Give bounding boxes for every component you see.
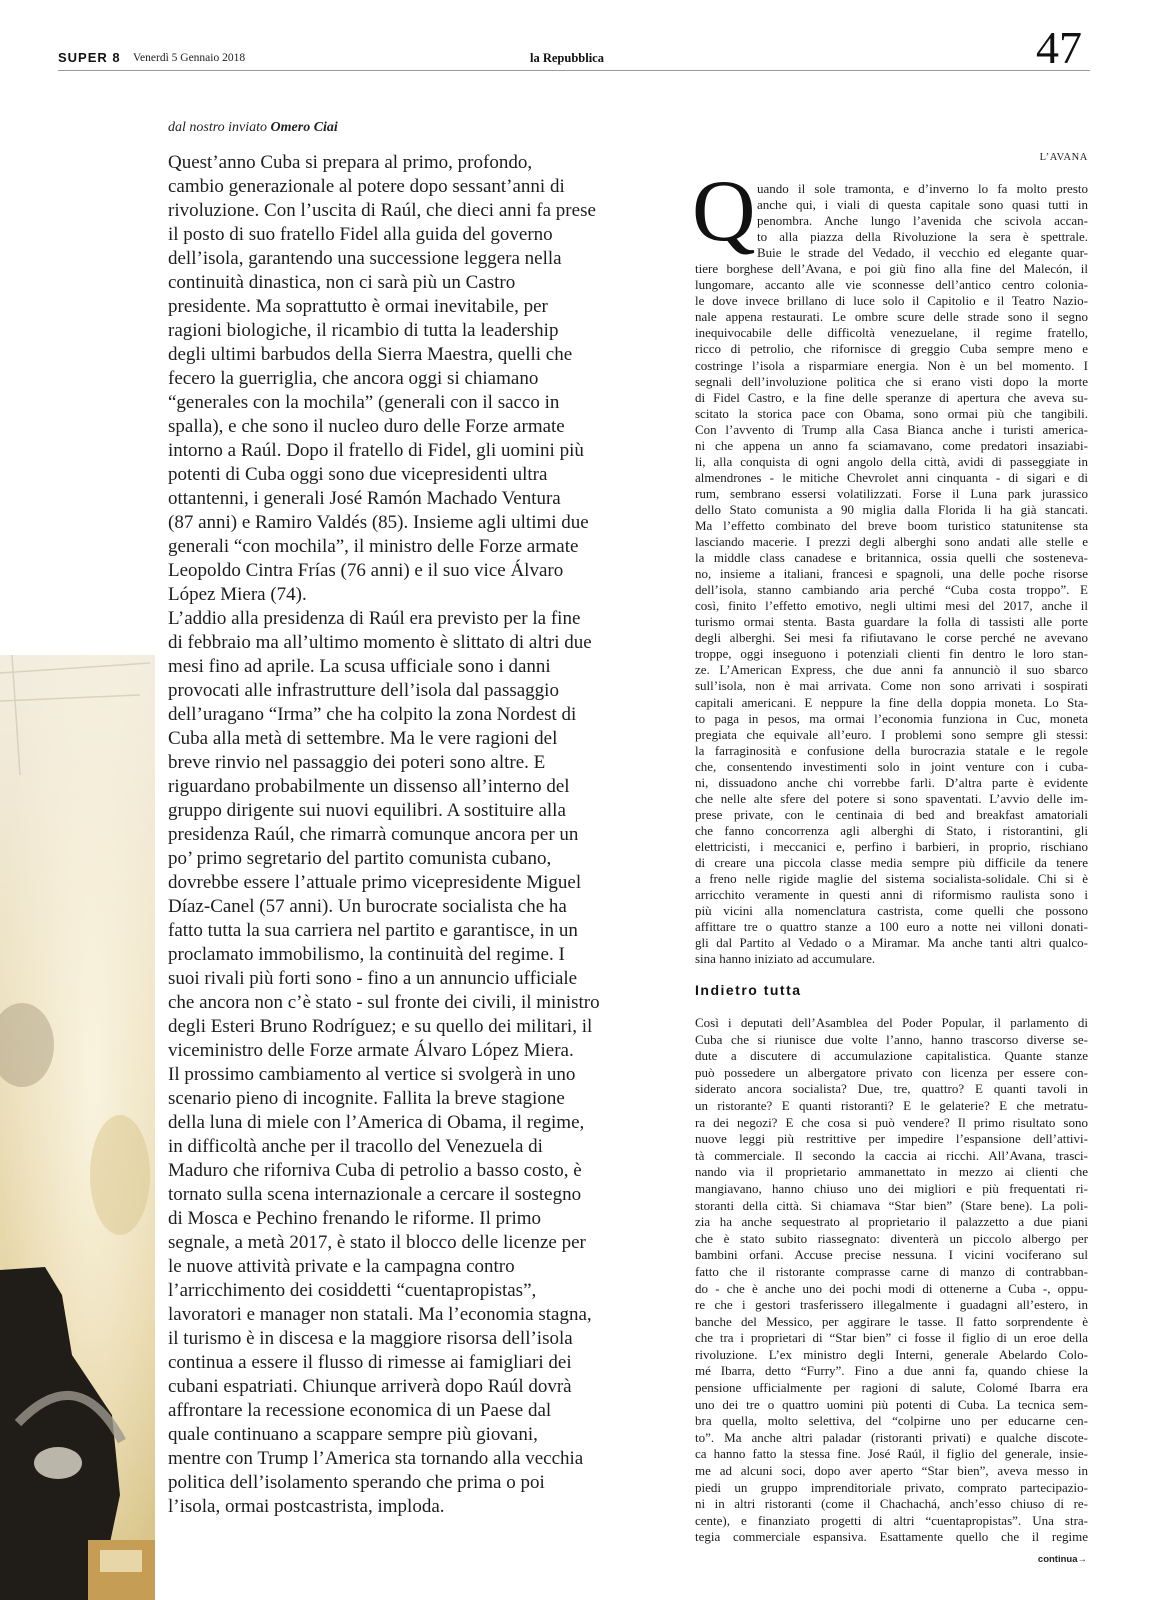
sidebar-line: nando via il proprietario ammanettato in mezzo ai clienti che bbox=[695, 1164, 1088, 1180]
continue-label: continua→ bbox=[1037, 1554, 1087, 1565]
sidebar-line: bambini orfani. Accuse precise nessuna. I vicini vociferano sul bbox=[695, 1247, 1088, 1263]
article-line: lavoratori e manager non statali. Ma l’economia stagna, bbox=[168, 1304, 592, 1325]
article-line: rivoluzione. Con l’uscita di Raúl, che dieci anni fa prese bbox=[168, 200, 596, 221]
article-line: dovrebbe essere l’attuale primo vicepresidente Miguel bbox=[168, 872, 582, 893]
sidebar-line: che fanno concorrenza agli alberghi di Stato, i ristorantini, gli bbox=[695, 822, 1088, 838]
sidebar-line: Buie le strade del Vedado, il vecchio ed elegante quar- bbox=[757, 245, 1088, 261]
article-line: gruppo dirigente sui nuovi equilibri. A sostituire alla bbox=[168, 800, 566, 821]
sidebar-line: dell’isola, stanno cambiando aria perché “Cuba costa troppo”. E bbox=[695, 582, 1088, 598]
article-line: dell’isola, garantendo una successione leggera nella bbox=[168, 248, 562, 269]
sidebar-line: ra dei negozi? E che cosa si può vendere? Il primo risultato sono bbox=[695, 1114, 1088, 1130]
sidebar-line: ca hanno fatto la stessa fine. José Raúl, il figlio del generale, insie- bbox=[695, 1446, 1088, 1462]
dateline: L’AVANA bbox=[1039, 152, 1088, 163]
sidebar-section-1 bbox=[695, 181, 1088, 967]
sidebar-line: ni, dissuadono anche chi vorrebbe farli. D’altra parte è evidente bbox=[695, 774, 1088, 790]
article-line: degli ultimi barbudos della Sierra Maestra, quelli che bbox=[168, 344, 573, 365]
sidebar-line: degli alberghi. Sei mesi fa rifiutavano le corse perché ne avevano bbox=[695, 630, 1088, 646]
article-line: che ancora non c’è stato - sul fronte dei civili, il ministro bbox=[168, 992, 600, 1013]
sidebar-line: più vicini alla nomenclatura castrista, come quelli che possono bbox=[695, 903, 1088, 919]
sidebar-line: dute a discutere di accumulazione capitalistica. Quante stanze bbox=[695, 1048, 1088, 1064]
sidebar-line: di creare una piccola classe media sempre più difficile da tenere bbox=[695, 854, 1088, 870]
sidebar-line: che nelle alte sfere del potere si sono spaventati. L’avvio delle im- bbox=[695, 790, 1088, 806]
sidebar-line: la middle class canadese e britannica, ossia quelli che sosteneva- bbox=[695, 550, 1088, 566]
sidebar-line: lasciando macerie. I prezzi degli alberghi sono andati alle stelle e bbox=[695, 534, 1088, 550]
sidebar-line: Così i deputati dell’Asamblea del Poder Popular, il parlamento di bbox=[695, 1015, 1088, 1030]
sidebar-line: uando il sole tramonta, e d’inverno lo fa molto presto bbox=[757, 181, 1088, 196]
sidebar-line: turismo ormai stenta. Basta guardare la folla di tassisti alle porte bbox=[695, 614, 1088, 630]
sidebar-line: bra quella, molto selettiva, del “colpirne uno per educarne cen- bbox=[695, 1413, 1088, 1429]
sidebar-line: to”. Ma anche altri paladar (ristoranti privati) e qualche discote- bbox=[695, 1429, 1088, 1445]
drop-cap: Q bbox=[692, 163, 756, 260]
sidebar-line: cente), e finanziato progetti di altri “cuentapropistas”. Una stra- bbox=[695, 1512, 1088, 1528]
article-line: l’isola, ormai postcastrista, imploda. bbox=[168, 1496, 445, 1517]
article-line: mesi fino ad aprile. La scusa ufficiale sono i danni bbox=[168, 656, 551, 677]
sidebar-line: storanti della città. Si chiamava “Star bien” (Stare bene). La poli- bbox=[695, 1197, 1088, 1213]
article-line: po’ primo segretario del partito comunista cubano, bbox=[168, 848, 552, 869]
article-line: fatto tutta la sua carriera nel partito e garantisce, in un bbox=[168, 920, 578, 941]
article-line: in difficoltà anche per il tracollo del Venezuela di bbox=[168, 1136, 543, 1157]
article-line: l’arricchimento dei cosiddetti “cuentapropistas”, bbox=[168, 1280, 537, 1301]
sidebar-line: nale appena restaurati. Le ombre scure delle strade sono il segno bbox=[695, 309, 1088, 325]
article-line: Cuba alla metà di settembre. Ma le vere ragioni del bbox=[168, 728, 558, 749]
sidebar-line: costringe l’isola a risparmiare energia. Non è un bel momento. I bbox=[695, 357, 1088, 373]
article-line: quale continuano a scappare sempre più giovani, bbox=[168, 1424, 538, 1445]
article-line: politica dell’isolamento sperando che prima o poi bbox=[168, 1472, 545, 1493]
sidebar-line: siderato ancora socialista? Due, tre, quattro? E quanti tavoli in bbox=[695, 1081, 1088, 1097]
sidebar-line: lungomare, accanto alle vie sconnesse dell’antico centro colonia- bbox=[695, 277, 1088, 293]
article-line: intorno a Raúl. Dopo il fratello di Fidel, gli uomini più bbox=[168, 440, 584, 461]
sidebar-line: segnali dell’involuzione politica che si erano visti dopo la morte bbox=[695, 373, 1088, 389]
article-line: presidenza Raúl, che rimarrà comunque ancora per un bbox=[168, 824, 579, 845]
article-line: provocati alle infrastrutture dell’isola dal passaggio bbox=[168, 680, 559, 701]
sidebar-line: tegia commerciale espansiva. Esattamente quello che il regime bbox=[695, 1529, 1088, 1545]
article-line: affrontare la recessione economica di un Paese dal bbox=[168, 1400, 552, 1421]
page-number: 47 bbox=[1036, 22, 1082, 73]
article-line: il posto di suo fratello Fidel alla guida del governo bbox=[168, 224, 553, 245]
sidebar-line: tà commerciale. Il secondo la caccia ai ricchi. All’Avana, trasci- bbox=[695, 1147, 1088, 1163]
sidebar-line: penombra. Anche lungo l’avenida che scivola accan- bbox=[757, 213, 1088, 229]
article-line: “generales con la mochila” (generali con il sacco in bbox=[168, 392, 560, 413]
article-line: le nuove attività private e la campagna contro bbox=[168, 1256, 515, 1277]
article-line: di Mosca e Pechino frenando le riforme. Il primo bbox=[168, 1208, 542, 1229]
sidebar-line: fatto che il ristorante comprasse carne di manzo di contrabban- bbox=[695, 1263, 1088, 1279]
article-line: viceministro delle Forze armate Álvaro López Miera. bbox=[168, 1040, 574, 1061]
sidebar-line: dello Stato comunista a 90 miglia dalla Florida li ha già stancati. bbox=[695, 501, 1088, 517]
sidebar-line: banche del Messico, per aggirare le tasse. Il fatto sorprendente è bbox=[695, 1313, 1088, 1329]
subhead: Indietro tutta bbox=[695, 982, 802, 998]
sidebar-line: piedi un gruppo imprenditoriale privato, comprato partecipazio- bbox=[695, 1479, 1088, 1495]
article-line: Il prossimo cambiamento al vertice si svolgerà in uno bbox=[168, 1064, 576, 1085]
sidebar-line: anche qui, i viali di questa capitale sono quasi tutti in bbox=[757, 197, 1088, 213]
article-line: (87 anni) e Ramiro Valdés (85). Insieme agli ultimi due bbox=[168, 512, 589, 533]
article-line: cambio generazionale al potere dopo sessant’anni di bbox=[168, 176, 565, 197]
article-line: segnale, a metà 2017, è stato il blocco delle licenze per bbox=[168, 1232, 586, 1253]
article-line: della luna di miele con l’America di Obama, il regime, bbox=[168, 1112, 585, 1133]
sidebar-line: almendrones - le mitiche Chevrolet anni cinquanta - di sigari e di bbox=[695, 469, 1088, 485]
sidebar-line: un ristorante? E quanti ristoranti? E le gelaterie? E che metratu- bbox=[695, 1097, 1088, 1113]
sidebar-line: pensione ufficialmente per ragioni di salute, Colomé Ibarra era bbox=[695, 1380, 1088, 1396]
article-line: di febbraio ma all’ultimo momento è slittato di altri due bbox=[168, 632, 592, 653]
sidebar-line: tiere borghese dell’Avana, e poi giù fino alla fine del Malecón, il bbox=[695, 261, 1088, 277]
article-line: degli Esteri Bruno Rodríguez; e su quello dei militari, il bbox=[168, 1016, 593, 1037]
issue-date: Venerdì 5 Gennaio 2018 bbox=[133, 52, 246, 64]
article-line: generali “con mochila”, il ministro delle Forze armate bbox=[168, 536, 579, 557]
article-line: mentre con Trump l’America sta tornando alla vecchia bbox=[168, 1448, 584, 1469]
sidebar-line: nuove leggi più restrittive per impedire l’espansione dell’attivi- bbox=[695, 1131, 1088, 1147]
byline-prefix: dal nostro inviato bbox=[168, 120, 268, 135]
sidebar-line: che è stato subito riassegnato: diventerà un piccolo albergo per bbox=[695, 1230, 1088, 1246]
sidebar-line: le dove invece brillano di luce solo il Capitolio e il Teatro Nazio- bbox=[695, 293, 1088, 309]
main-article-column bbox=[168, 151, 678, 1519]
sidebar-line: così, finito l’effetto emotivo, negli ultimi mesi del 2017, anche il bbox=[695, 598, 1088, 614]
article-line: L’addio alla presidenza di Raúl era previsto per la fine bbox=[168, 608, 581, 629]
sidebar-line: sina hanno iniziato ad accumulare. bbox=[695, 951, 876, 967]
sidebar-line: a freno nelle rigide maglie del sistema socialista-solidale. Chi si è bbox=[695, 871, 1088, 887]
article-line: il turismo è in discesa e la maggiore risorsa dell’isola bbox=[168, 1328, 573, 1349]
sidebar-line: pregiata che equivale all’euro. I problemi sono sempre gli stessi: bbox=[695, 726, 1088, 742]
sidebar-line: rivoluzione. L’ex ministro degli Interni, generale Abelardo Colo- bbox=[695, 1346, 1088, 1362]
sidebar-line: che tra i proprietari di “Star bien” ci fosse il figlio di un eroe della bbox=[695, 1330, 1088, 1346]
sidebar-line: no, insieme a italiani, francesi e spagnoli, una delle poche risorse bbox=[695, 566, 1088, 582]
article-line: breve rinvio nel passaggio dei poteri sono altre. E bbox=[168, 752, 546, 773]
sidebar-line: prese private, con le centinaia di bed and breakfast amatoriali bbox=[695, 806, 1088, 822]
sidebar-line: rum, sembrano essersi volatilizzati. Forse il Luna park jurassico bbox=[695, 485, 1088, 501]
article-line: Quest’anno Cuba si prepara al primo, profondo, bbox=[168, 152, 533, 173]
article-line: riguardano probabilmente un dissenso all’interno del bbox=[168, 776, 570, 797]
sidebar-section-2 bbox=[695, 1015, 1088, 1546]
sidebar-line: to paga in pesos, ma ormai l’economia funziona in Cuc, moneta bbox=[695, 710, 1088, 726]
sidebar-line: re che i gestori trasferissero illegalmente i guadagni all’estero, in bbox=[695, 1297, 1088, 1313]
sidebar-line: ni in altri ristoranti (come il Chachachá, anch’esso chiuso di re- bbox=[695, 1496, 1088, 1512]
author-name: Omero Ciai bbox=[270, 120, 338, 135]
sidebar-line: la farraginosità e confusione della burocrazia statale e le regole bbox=[695, 742, 1088, 758]
sidebar-line: to alla piazza della Rivoluzione la sera è spettrale. bbox=[757, 229, 1088, 245]
article-line: Díaz-Canel (57 anni). Un burocrate socialista che ha bbox=[168, 896, 567, 917]
byline bbox=[168, 119, 338, 137]
sidebar-line: do - che è anche uno dei pochi modi di ottenerne a Cuba -, oppu- bbox=[695, 1280, 1088, 1296]
sidebar-line: capitali americani. E neppure la fine della doppia moneta. Lo Sta- bbox=[695, 694, 1088, 710]
article-line: dell’uragano “Irma” che ha colpito la zona Nordest di bbox=[168, 704, 577, 725]
article-line: Leopoldo Cintra Frías (76 anni) e il suo vice Álvaro bbox=[168, 560, 564, 581]
sidebar-line: elettricisti, i meccanici e, perfino i barbieri, in proprio, rischiano bbox=[695, 838, 1088, 854]
photo-image bbox=[0, 655, 155, 1600]
sidebar-line: sull’isola, non è mai arrivata. Come non sono arrivati i sospirati bbox=[695, 678, 1088, 694]
sidebar-line: Cuba che si riunisce due volte l’anno, hanno trascorso diverse se- bbox=[695, 1031, 1088, 1047]
sidebar-line: troppe, oggi inseguono i potenziali clienti fin dentro le loro stan- bbox=[695, 646, 1088, 662]
photo bbox=[0, 655, 155, 1600]
sidebar-line: li, alla conquista di ogni angolo della città, avidi di passeggiate in bbox=[695, 453, 1088, 469]
sidebar-line: zia ha anche sequestrato al proprietario il palazzetto a due piani bbox=[695, 1214, 1088, 1230]
article-line: cubani espatriati. Chiunque arriverà dopo Raúl dovrà bbox=[168, 1376, 572, 1397]
sidebar-line: uno dei tre o quattro uomini più potenti di Cuba. La tecnica sem- bbox=[695, 1396, 1088, 1412]
article-line: tornato sulla scena internazionale a cercare il sostegno bbox=[168, 1184, 582, 1205]
article-line: Maduro che riforniva Cuba di petrolio a basso costo, è bbox=[168, 1160, 582, 1181]
article-line: ragioni biologiche, il ricambio di tutta la leadership bbox=[168, 320, 559, 341]
article-line: ottantenni, i generali José Ramón Machado Ventura bbox=[168, 488, 561, 509]
sidebar-line: ni che appena un anno fa sciamavano, come predatori insaziabi- bbox=[695, 437, 1088, 453]
article-line: continuità dinastica, non ci sarà più un Castro bbox=[168, 272, 516, 293]
sidebar-line: inequivocabile delle difficoltà venezuelane, il regime fratello, bbox=[695, 325, 1088, 341]
sidebar-line: arricchito veramente in questi anni di riformismo raulista sono i bbox=[695, 887, 1088, 903]
article-line: suoi rivali più forti sono - fino a un annuncio ufficiale bbox=[168, 968, 578, 989]
article-line: scenario pieno di incognite. Fallita la breve stagione bbox=[168, 1088, 565, 1109]
sidebar-line: può possedere un albergatore privato con licenza per essere con- bbox=[695, 1064, 1088, 1080]
sidebar-line: Con l’avvento di Trump alla Casa Bianca anche i turisti america- bbox=[695, 421, 1088, 437]
section-label: SUPER 8 bbox=[58, 50, 121, 65]
article-line: presidente. Ma soprattutto è ormai inevitabile, per bbox=[168, 296, 548, 317]
article-line: continua a essere il flusso di rimesse ai famigliari dei bbox=[168, 1352, 572, 1373]
sidebar-line: di Fidel Castro, e la fine delle speranze di apertura che aveva su- bbox=[695, 389, 1088, 405]
article-line: López Miera (74). bbox=[168, 584, 307, 605]
sidebar-line: gli dal Partito al Vedado o a Miramar. Ma anche tanti altri qualco- bbox=[695, 935, 1088, 951]
sidebar-line: scitato la storica pace con Obama, sono ormai più che tangibili. bbox=[695, 405, 1088, 421]
sidebar-line: affittare tre o quattro stanze a 100 euro a notte nei villoni donati- bbox=[695, 919, 1088, 935]
sidebar-line: me ad alcuni soci, dopo aver aperto “Star bien”, aveva messo in bbox=[695, 1463, 1088, 1479]
sidebar-line: che, consentendo investimenti solo in joint venture con i cuba- bbox=[695, 758, 1088, 774]
sidebar-line: Ma l’effetto combinato del breve boom turistico statunitense sta bbox=[695, 517, 1088, 533]
sidebar-line: ze. L’American Express, che due anni fa annunciò il suo sbarco bbox=[695, 662, 1088, 678]
article-line: potenti di Cuba oggi sono due vicepresidenti ultra bbox=[168, 464, 548, 485]
sidebar-line: ricco di petrolio, che rifornisce di greggio Cuba sempre meno e bbox=[695, 341, 1088, 357]
article-line: fecero la guerriglia, che ancora oggi si chiamano bbox=[168, 368, 539, 389]
sidebar-line: mé Ibarra, detto “Furry”. Fino a due anni fa, quando chiese la bbox=[695, 1363, 1088, 1379]
sidebar-line: mangiavano, hanno chiuso uno dei migliori e più frequentati ri- bbox=[695, 1180, 1088, 1196]
masthead: la Repubblica bbox=[530, 51, 604, 65]
article-line: proclamato immobilismo, la continuità del regime. I bbox=[168, 944, 565, 965]
header-rule bbox=[58, 70, 1090, 71]
article-line: spalla), e che sono il nucleo duro delle Forze armate bbox=[168, 416, 565, 437]
